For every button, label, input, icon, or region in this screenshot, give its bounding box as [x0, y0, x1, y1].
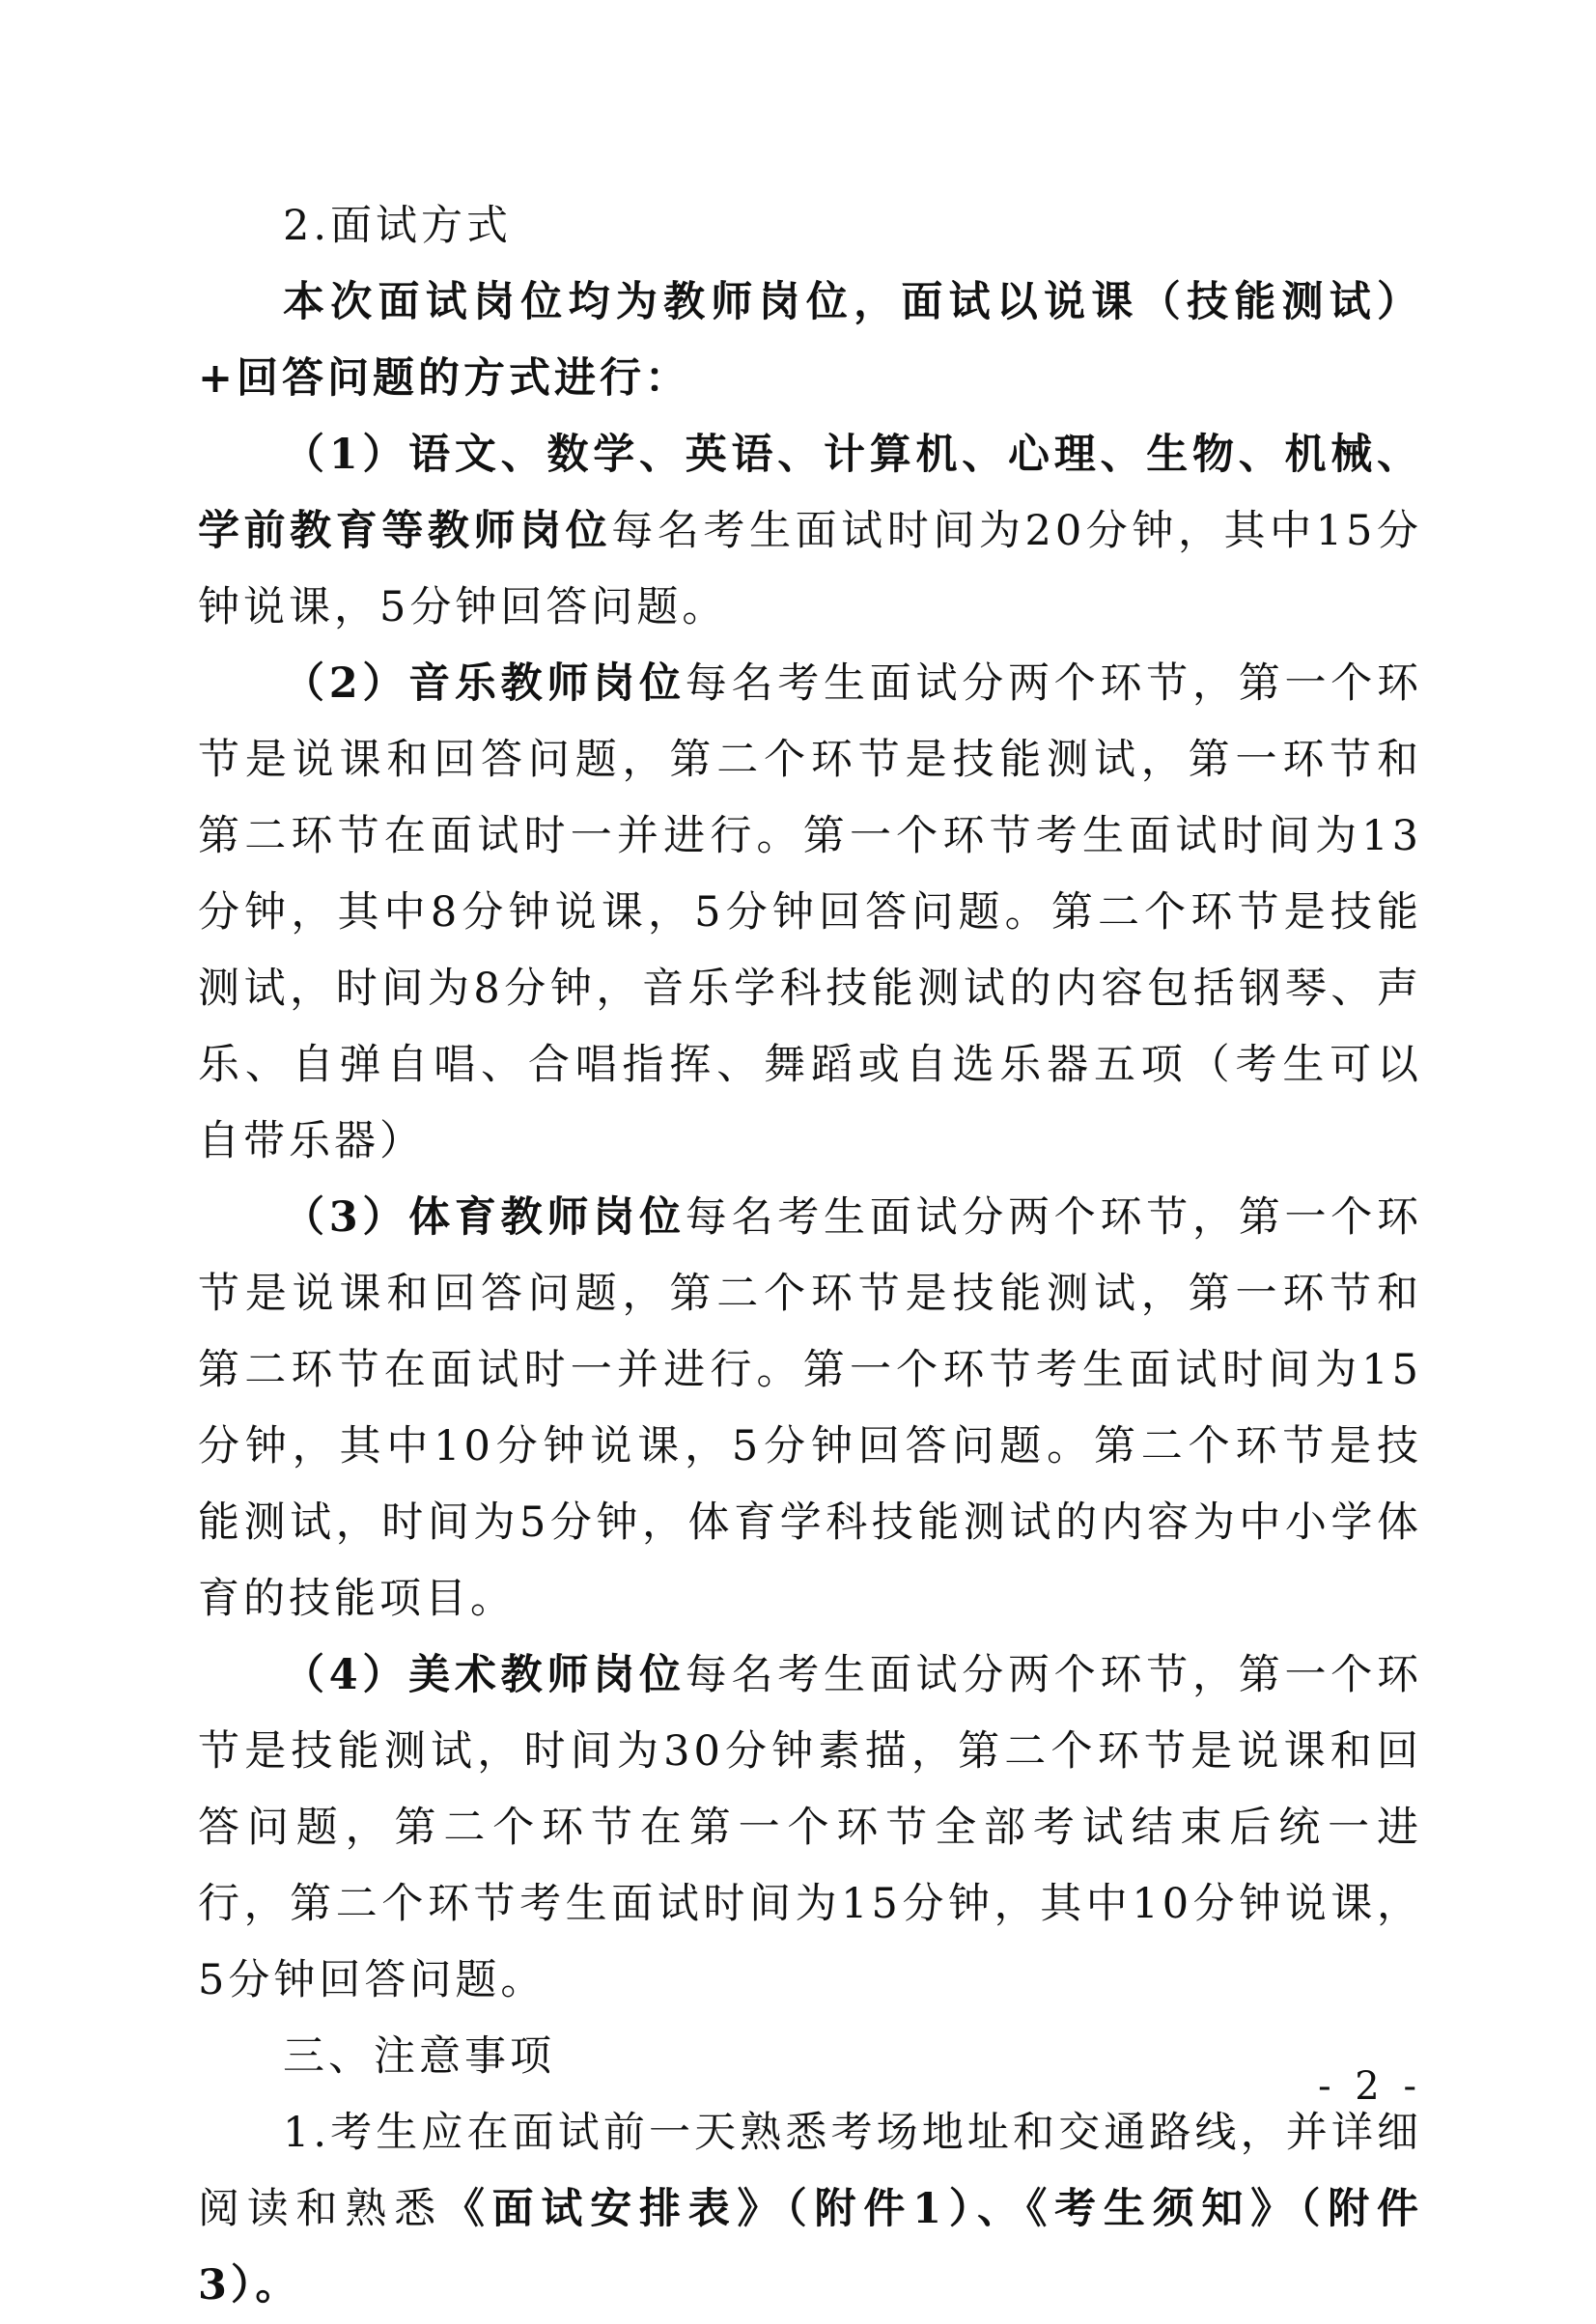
- paragraph-item-4-art-teacher: [198, 1638, 1422, 2019]
- paragraph-item-1-general-teachers: [198, 417, 1422, 646]
- text-run: 1.考生应在面试前一天熟悉考场地址和交通路线，并详细阅读和熟悉: [198, 2109, 1422, 2233]
- paragraph-interview-overview: [198, 265, 1422, 417]
- text-run: 每名考生面试分两个环节，第一个环节是说课和回答问题，第二个环节是技能测试，第一环节和第二环节在面试时一并进行。第一个环节考生面试时间为13分钟，其中8分钟说课，5分钟回答问题。第二个环节是技能测试，时间为8分钟，音乐学科技能测试的内容包括钢琴、声乐、自弹自唱、合唱指挥、舞蹈或自选乐器五项（考生可以自带乐器）: [198, 659, 1423, 1165]
- item-lead-bold: （4）美术教师岗位: [283, 1651, 686, 1699]
- text-run: 每名考生面试分两个环节，第一个环节是说课和回答问题，第二个环节是技能测试，第一环节和第二环节在面试时一并进行。第一个环节考生面试时间为15分钟，其中10分钟说课，5分钟回答问题。第二个环节是技能测试，时间为5分钟，体育学科技能测试的内容为中小学体育的技能项目。: [198, 1193, 1423, 1623]
- attachment-references: 《面试安排表》（附件1）、《考生须知》（附件3）。: [198, 2185, 1423, 2310]
- text-run: 2.面试方式: [283, 202, 513, 250]
- paragraph-note-1: [198, 2095, 1422, 2324]
- subsection-heading-interview-method: [198, 188, 1422, 265]
- item-lead-bold: （3）体育教师岗位: [283, 1193, 686, 1242]
- paragraph-item-3-pe-teacher: [198, 1180, 1422, 1638]
- document-body: [198, 188, 1422, 2324]
- paragraph-item-2-music-teacher: [198, 646, 1422, 1180]
- page-number: - 2 -: [1318, 2064, 1422, 2109]
- text-run: 本次面试岗位均为教师岗位，面试以说课（技能测试）+回答问题的方式进行：: [198, 278, 1422, 403]
- item-lead-bold: （2）音乐教师岗位: [283, 659, 686, 708]
- text-run: 每名考生面试时间为20分钟，其中15分钟说课，5分钟回答问题。: [198, 507, 1423, 631]
- section-heading-notes: [198, 2019, 1422, 2095]
- text-run: 三、注意事项: [283, 2032, 555, 2081]
- item-lead-bold: （1）语文、数学、英语、计算机、心理、生物、机械、学前教育等教师岗位: [198, 431, 1422, 555]
- text-run: 每名考生面试分两个环节，第一个环节是技能测试，时间为30分钟素描，第二个环节是说课和回答问题，第二个环节在第一个环节全部考试结束后统一进行，第二个环节考生面试时间为15分钟，其中10分钟说课，5分钟回答问题。: [198, 1651, 1423, 2004]
